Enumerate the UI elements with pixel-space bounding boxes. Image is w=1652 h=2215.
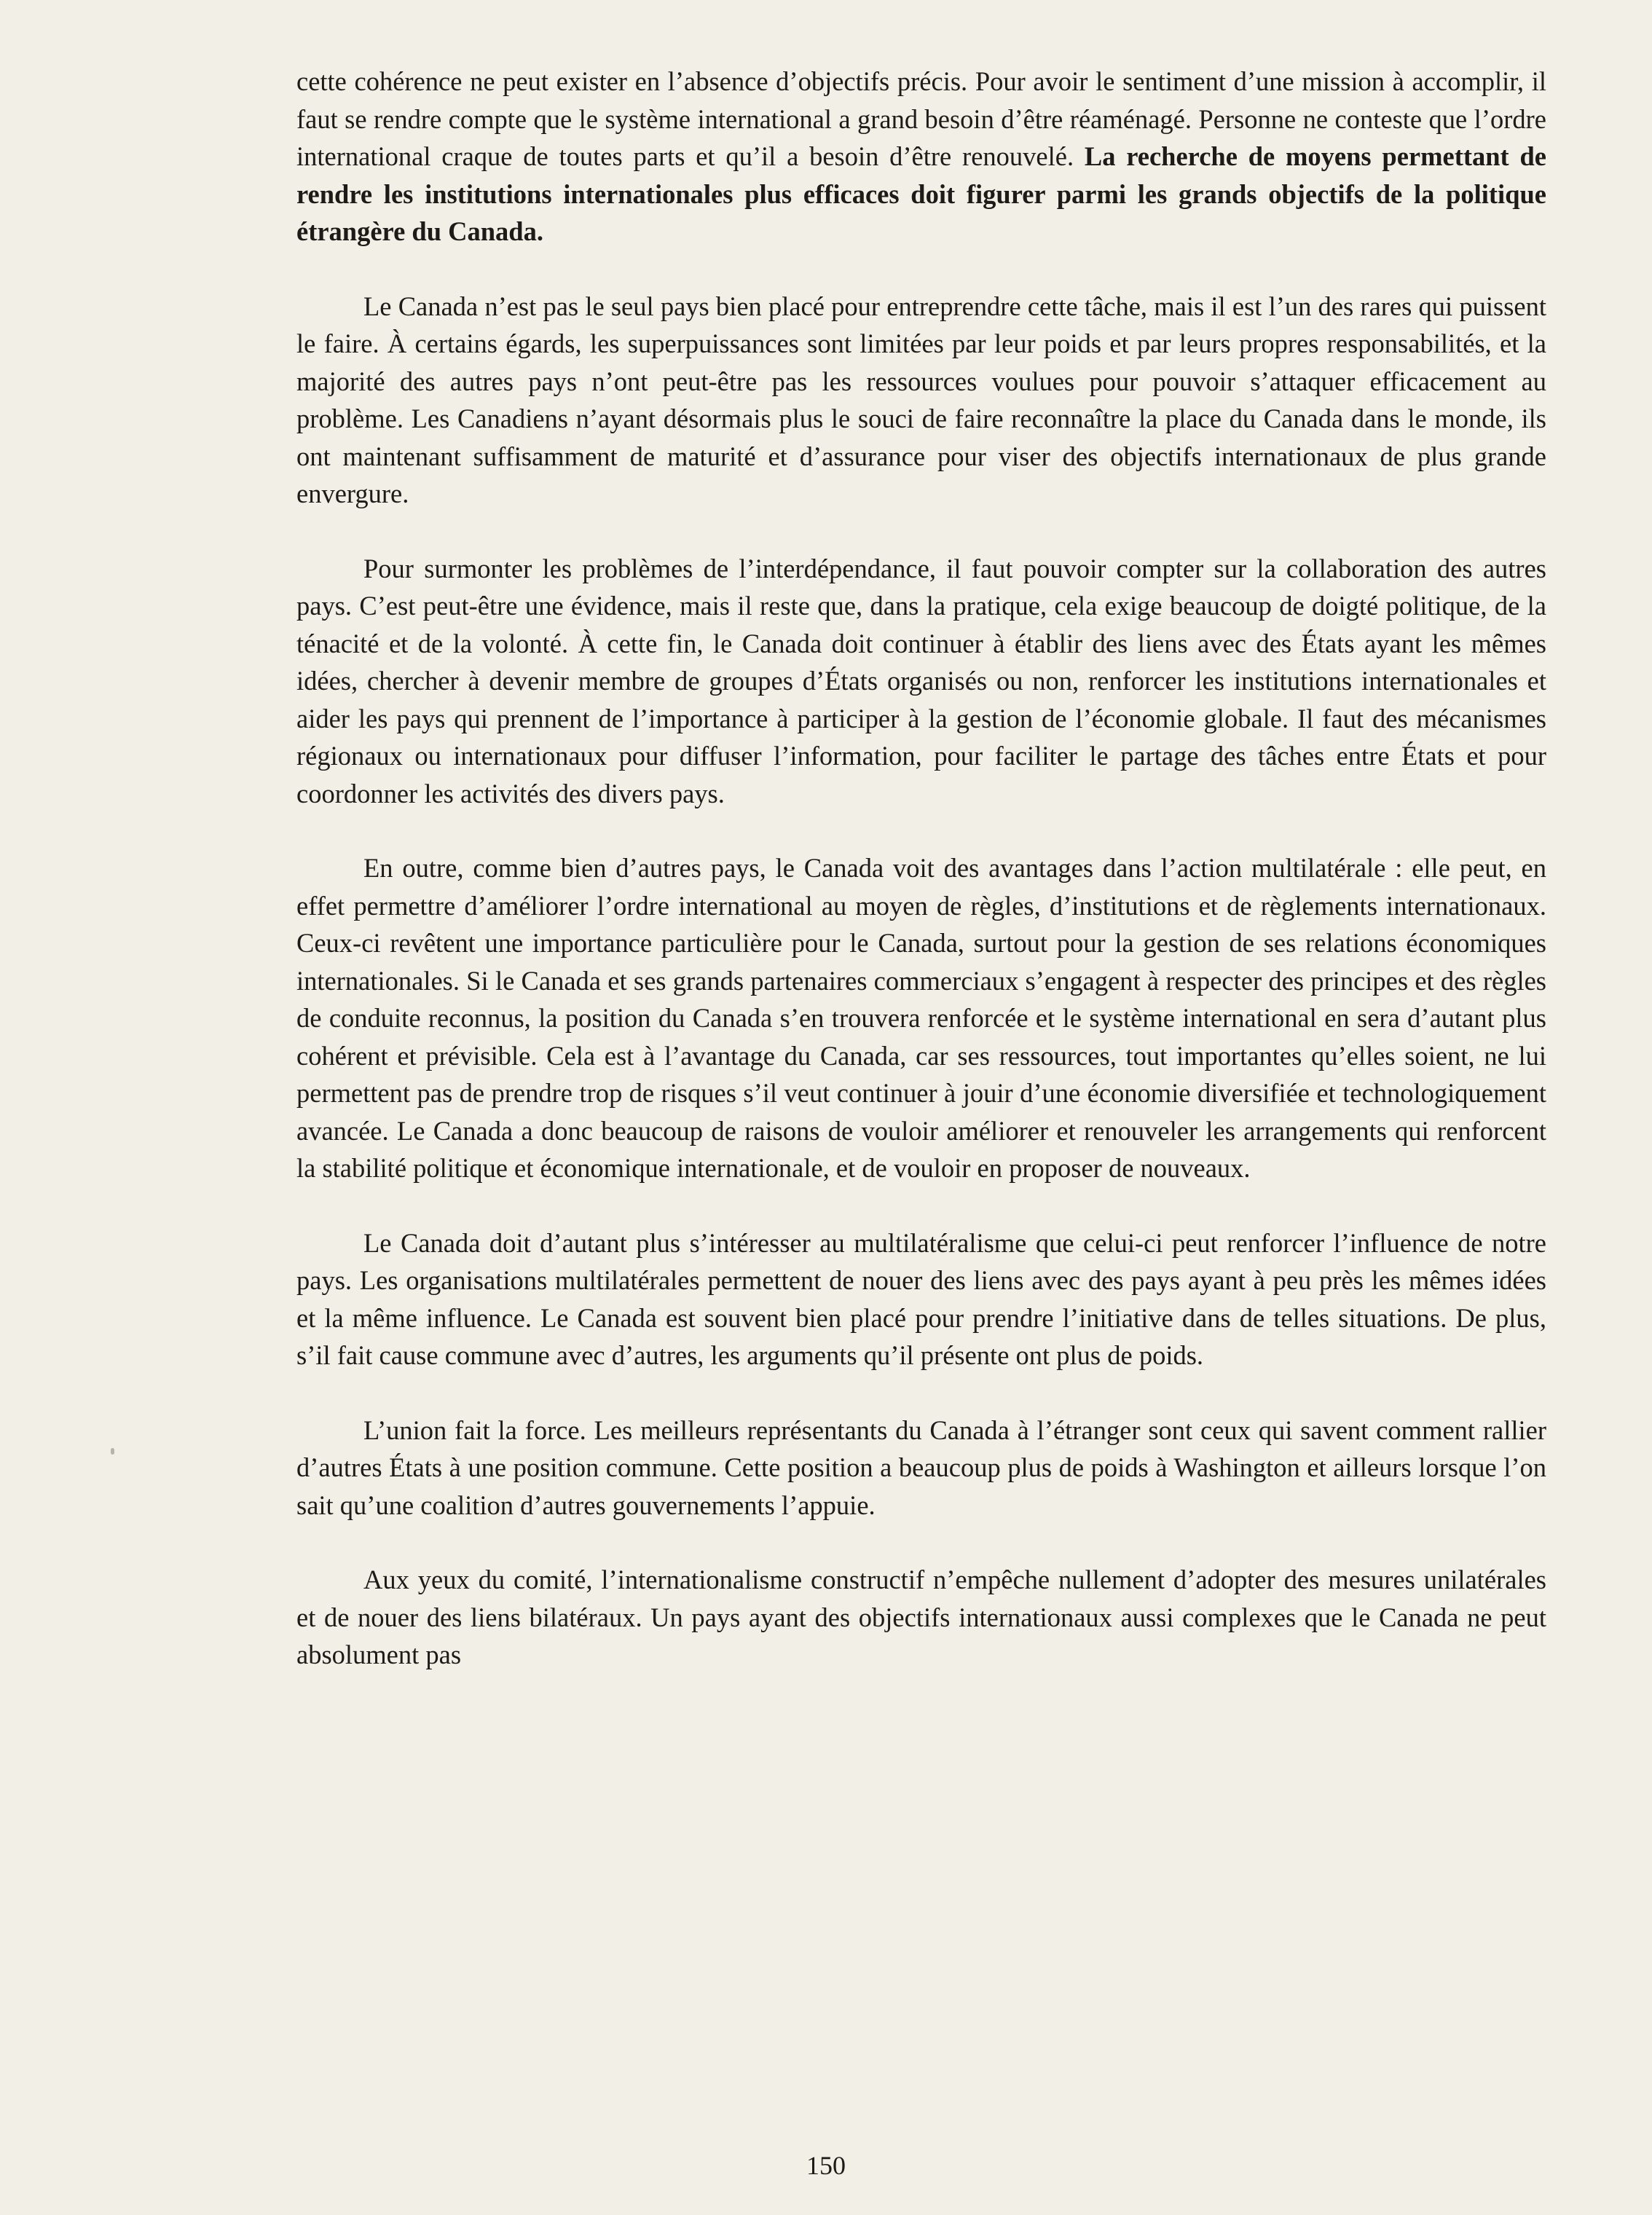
scan-speck [111,1448,114,1455]
paragraph-3: Pour surmonter les problèmes de l’interdépendance, il faut pouvoir compter sur la collaboration des autres pays. C’est peut-être une évidence, mais il reste que, dans la pratique, cela exige beaucoup de doigté politique, de la ténacité et de la volonté. À cette fin, le Canada doit continuer à établir des liens avec des États ayant les mêmes idées, chercher à devenir membre de groupes d’États organisés ou non, renforcer les institutions internationales et aider les pays qui prennent de l’importance à participer à la gestion de l’économie globale. Il faut des mécanismes régionaux ou internationaux pour diffuser l’information, pour faciliter le partage des tâches entre États et pour coordonner les activités des divers pays. [296,553,1546,809]
paragraph-4: En outre, comme bien d’autres pays, le Canada voit des avantages dans l’action multilatérale : elle peut, en effet permettre d’améliorer l’ordre international au moyen de règles, d’institutions et de règlements internationaux. Ceux-ci revêtent une importance particulière pour le Canada, surtout pour la gestion de ses relations économiques internationales. Si le Canada et ses grands partenaires commerciaux s’engagent à respecter des principes et des règles de conduite reconnus, la position du Canada s’en trouvera renforcée et le système international en sera d’autant plus cohérent et prévisible. Cela est à l’avantage du Canada, car ses ressources, tout importantes qu’elles soient, ne lui permettent pas de prendre trop de risques s’il veut continuer à jouir d’une économie diversifiée et technologiquement avancée. Le Canada a donc beaucoup de raisons de vouloir améliorer et renouveler les arrangements qui renforcent la stabilité politique et économique internationale, et de vouloir en proposer de nouveaux. [296,853,1546,1183]
paragraph-6: L’union fait la force. Les meilleurs représentants du Canada à l’étranger sont ceux qui savent comment rallier d’autres États à une position commune. Cette position a beaucoup plus de poids à Washington et ailleurs lorsque l’on sait qu’une coalition d’autres gouvernements l’appuie. [296,1415,1546,1520]
paragraph-1-bold-text: La recherche de moyens permettant de rendre les institutions internationales plus efficaces doit figurer parmi les grands objectifs de la politique étrangère du Canada. [296,141,1546,246]
paragraph-2: Le Canada n’est pas le seul pays bien placé pour entreprendre cette tâche, mais il est l’un des rares qui puissent le faire. À certains égards, les superpuissances sont limitées par leur poids et par leurs propres responsabilités, et la majorité des autres pays n’ont peut-être pas les ressources voulues pour pouvoir s’attaquer efficacement au problème. Les Canadiens n’ayant désormais plus le souci de faire reconnaître la place du Canada dans le monde, ils ont maintenant suffisamment de maturité et d’assurance pour viser des objectifs internationaux de plus grande envergure. [296,291,1546,508]
body-text [296,63,1546,1711]
page-number: 150 [806,2151,846,2180]
paragraph-1-text: cette cohérence ne peut exister en l’absence d’objectifs précis. Pour avoir le sentiment d’une mission à accomplir, il faut se rendre compte que le système international a grand besoin d’être réaménagé. Personne ne conteste que l’ordre international craque de toutes parts et qu’il a besoin d’être renouvelé. [296,66,1546,171]
paragraph-5: Le Canada doit d’autant plus s’intéresser au multilatéralisme que celui-ci peut renforcer l’influence de notre pays. Les organisations multilatérales permettent de nouer des liens avec des pays ayant à peu près les mêmes idées et la même influence. Le Canada est souvent bien placé pour prendre l’initiative dans de telles situations. De plus, s’il fait cause commune avec d’autres, les arguments qu’il présente ont plus de poids. [296,1227,1546,1370]
paragraph-7: Aux yeux du comité, l’internationalisme constructif n’empêche nullement d’adopter des mesures unilatérales et de nouer des liens bilatéraux. Un pays ayant des objectifs internationaux aussi complexes que le Canada ne peut absolument pas [296,1565,1546,1669]
paragraph-1 [296,63,1546,251]
